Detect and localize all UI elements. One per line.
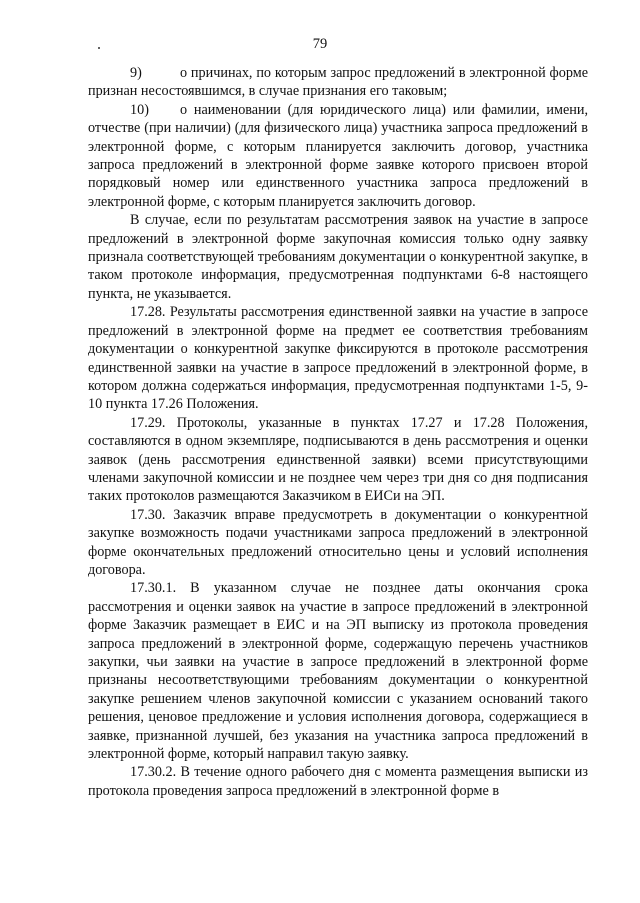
paragraph-label: 9) xyxy=(130,65,142,81)
paragraph-label: 17.30.1. xyxy=(130,580,177,597)
paragraph-label: 17.28. xyxy=(130,304,166,321)
paragraph-17-30 xyxy=(88,506,588,580)
paragraph-text: о наименовании (для юридического лица) или фамилии, имени, отчестве (при наличии) (для физического лица) участника запроса предложений в электронной форме, с которым планируется заключить договор, участника запроса предложений в электронной форме заявке которого присвоен второй порядковый номер или единственного участника запроса предложений в электронной форме, с которым планируется заключить договор. xyxy=(88,101,588,210)
paragraph-17-28 xyxy=(88,303,588,413)
paragraph-item-10 xyxy=(88,101,588,211)
paragraph-label: 10) xyxy=(130,101,149,118)
page-number: 79 xyxy=(312,36,328,52)
paragraph-text: Протоколы, указанные в пунктах 17.27 и 17.28 Положения, составляются в одном экземпляре, подписываются в день рассмотрения и оценки заявок (день рассмотрения единственной заявки) всеми присутствующими членами закупочной комиссии и не позднее чем через три дня со дня подписания таких протоколов размещаются Заказчиком в ЕИСи на ЭП. xyxy=(88,414,589,505)
paragraph-label: 17.30.2. xyxy=(130,764,177,781)
paragraph-exception xyxy=(88,211,588,303)
paragraph-text: Результаты рассмотрения единственной заявки на участие в запросе предложений в электронной форме на предмет ее соответствия требованиям документации о конкурентной закупке фиксируются в протоколе рассмотрения единственной заявки на участие в запросе предложений в электронной форме, в котором должна содержаться информация, предусмотренная подпунктами 1-5, 9-10 пункта 17.26 Положения. xyxy=(88,304,588,413)
paragraph-text: В случае, если по результатам рассмотрения заявок на участие в запросе предложений в электронной форме закупочная комиссия только одну заявку признала соответствующей требованиям документации о конкурентной закупке, в таком протоколе информация, предусмотренная подпунктами 6-8 настоящего пункта, не указывается. xyxy=(88,212,588,302)
scan-speck xyxy=(98,47,100,49)
paragraph-17-30-2 xyxy=(88,763,588,800)
paragraph-text: В указанном случае не позднее даты окончания срока рассмотрения и оценки заявок на участие в запросе предложений в электронной форме Заказчик размещает в ЕИС и на ЭП выписку из протокола проведения запроса предложений в электронной форме, содержащую перечень участников закупки, чьи заявки на участие в запросе предложений в электронной форме признаны несоответствующими требованиям документации о конкурентной закупке решением членов закупочной комиссии с указанием оснований такого решения, ценовое предложение и условия исполнения договора, содержащиеся в заявке, признанной лучшей, без указания на участника запроса предложений в электронной форме, который направил такую заявку. xyxy=(88,580,588,763)
paragraph-label: 17.29. xyxy=(130,414,166,431)
paragraph-label: 17.30. xyxy=(130,506,166,523)
paragraph-text: Заказчик вправе предусмотреть в документации о конкурентной закупке возможность подачи участниками запроса предложений в электронной форме окончательных предложений относительно цены и условий исполнения договора. xyxy=(88,506,589,578)
paragraph-17-29 xyxy=(88,414,588,506)
paragraph-text: В течение одного рабочего дня с момента размещения выписки из протокола проведения запроса предложений в электронной форме в xyxy=(88,764,589,799)
paragraph-17-30-1 xyxy=(88,579,588,763)
document-body xyxy=(88,64,588,800)
paragraph-text: о причинах, по которым запрос предложений в электронной форме признан несостоявшимся, в случае признания его таковым; xyxy=(88,65,588,100)
paragraph-item-9 xyxy=(88,64,588,101)
